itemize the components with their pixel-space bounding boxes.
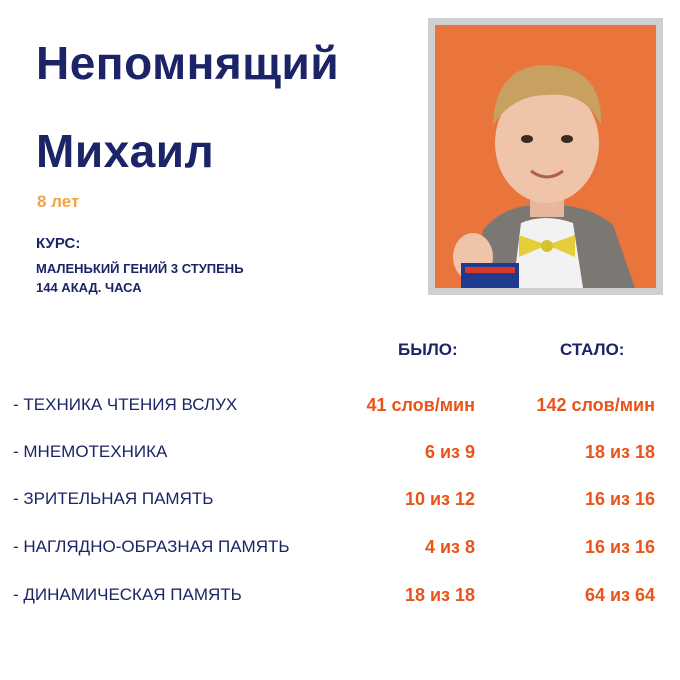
row-label: - ТЕХНИКА ЧТЕНИЯ ВСЛУХ	[13, 395, 238, 414]
row-value-was: 18 из 18	[404, 585, 475, 605]
student-age: 8 лет	[37, 192, 80, 211]
column-header-now: СТАЛО:	[560, 340, 625, 359]
course-hours: 144 АКАД. ЧАСА	[36, 280, 142, 295]
table-row	[0, 581, 680, 611]
row-label: - НАГЛЯДНО-ОБРАЗНАЯ ПАМЯТЬ	[13, 537, 290, 556]
row-label: - ЗРИТЕЛЬНАЯ ПАМЯТЬ	[13, 489, 214, 508]
row-label: - МНЕМОТЕХНИКА	[13, 442, 168, 461]
course-name: МАЛЕНЬКИЙ ГЕНИЙ 3 СТУПЕНЬ	[36, 261, 244, 276]
row-value-was: 41 слов/мин	[366, 395, 475, 415]
row-value-now: 64 из 64	[584, 585, 655, 605]
table-row	[0, 533, 680, 563]
row-value-was: 4 из 8	[424, 537, 475, 557]
student-firstname: Михаил	[36, 125, 215, 177]
column-header-was: БЫЛО:	[398, 340, 458, 359]
row-label: - ДИНАМИЧЕСКАЯ ПАМЯТЬ	[13, 585, 242, 604]
student-surname: Непомнящий	[36, 37, 340, 89]
student-photo-frame	[428, 18, 663, 295]
table-row	[0, 391, 680, 421]
row-value-was: 10 из 12	[404, 489, 475, 509]
row-value-was: 6 из 9	[424, 442, 475, 462]
row-value-now: 18 из 18	[584, 442, 655, 462]
row-value-now: 142 слов/мин	[536, 395, 655, 415]
table-row	[0, 485, 680, 515]
student-photo	[435, 25, 656, 288]
table-row	[0, 438, 680, 468]
row-value-now: 16 из 16	[584, 537, 655, 557]
course-label: КУРС:	[36, 235, 81, 252]
row-value-now: 16 из 16	[584, 489, 655, 509]
